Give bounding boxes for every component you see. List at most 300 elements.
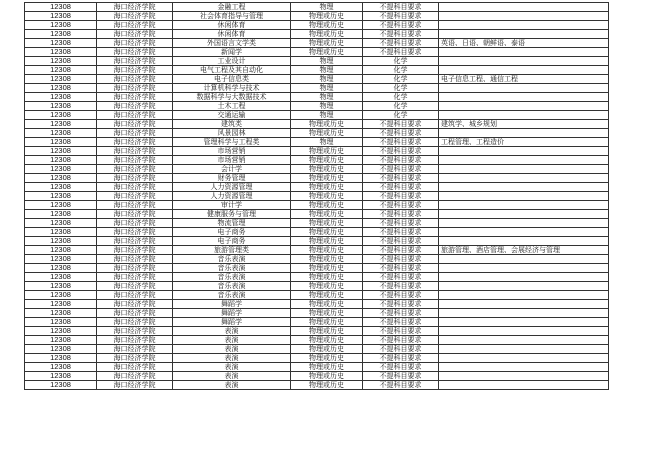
school-name-cell: 海口经济学院 <box>97 192 173 201</box>
included-majors-cell <box>439 93 609 102</box>
included-majors-cell <box>439 237 609 246</box>
school-code-cell: 12308 <box>25 282 97 291</box>
school-code-cell: 12308 <box>25 30 97 39</box>
school-name-cell: 海口经济学院 <box>97 363 173 372</box>
table-row <box>25 273 609 282</box>
second-subject-cell: 不提科目要求 <box>363 255 439 264</box>
major-cell: 风景园林 <box>173 129 291 138</box>
first-subject-cell: 物理 <box>291 75 363 84</box>
second-subject-cell: 化学 <box>363 84 439 93</box>
school-name-cell: 海口经济学院 <box>97 111 173 120</box>
table-row <box>25 300 609 309</box>
included-majors-cell <box>439 255 609 264</box>
first-subject-cell: 物理 <box>291 93 363 102</box>
school-code-cell: 12308 <box>25 300 97 309</box>
school-name-cell: 海口经济学院 <box>97 309 173 318</box>
school-code-cell: 12308 <box>25 102 97 111</box>
second-subject-cell: 不提科目要求 <box>363 264 439 273</box>
table-row <box>25 30 609 39</box>
school-code-cell: 12308 <box>25 228 97 237</box>
school-name-cell: 海口经济学院 <box>97 174 173 183</box>
school-name-cell: 海口经济学院 <box>97 3 173 12</box>
table-row <box>25 210 609 219</box>
major-cell: 表演 <box>173 345 291 354</box>
second-subject-cell: 不提科目要求 <box>363 120 439 129</box>
major-cell: 表演 <box>173 354 291 363</box>
school-name-cell: 海口经济学院 <box>97 282 173 291</box>
table-row <box>25 183 609 192</box>
included-majors-cell: 英语、日语、朝鲜语、泰语 <box>439 39 609 48</box>
first-subject-cell: 物理或历史 <box>291 30 363 39</box>
major-cell: 旅游管理类 <box>173 246 291 255</box>
major-cell: 新闻学 <box>173 48 291 57</box>
included-majors-cell <box>439 102 609 111</box>
included-majors-cell <box>439 291 609 300</box>
first-subject-cell: 物理或历史 <box>291 309 363 318</box>
major-cell: 表演 <box>173 381 291 390</box>
second-subject-cell: 不提科目要求 <box>363 246 439 255</box>
table-row <box>25 156 609 165</box>
major-cell: 电子商务 <box>173 228 291 237</box>
school-code-cell: 12308 <box>25 147 97 156</box>
included-majors-cell <box>439 282 609 291</box>
second-subject-cell: 不提科目要求 <box>363 147 439 156</box>
table-row <box>25 102 609 111</box>
major-cell: 土木工程 <box>173 102 291 111</box>
first-subject-cell: 物理或历史 <box>291 264 363 273</box>
second-subject-cell: 不提科目要求 <box>363 318 439 327</box>
first-subject-cell: 物理或历史 <box>291 21 363 30</box>
table-row <box>25 129 609 138</box>
first-subject-cell: 物理或历史 <box>291 246 363 255</box>
school-code-cell: 12308 <box>25 210 97 219</box>
table-row <box>25 381 609 390</box>
school-name-cell: 海口经济学院 <box>97 21 173 30</box>
included-majors-cell <box>439 318 609 327</box>
table-row <box>25 174 609 183</box>
table-row <box>25 363 609 372</box>
first-subject-cell: 物理或历史 <box>291 39 363 48</box>
table-row <box>25 219 609 228</box>
school-name-cell: 海口经济学院 <box>97 156 173 165</box>
school-name-cell: 海口经济学院 <box>97 273 173 282</box>
included-majors-cell <box>439 84 609 93</box>
table-row <box>25 345 609 354</box>
second-subject-cell: 不提科目要求 <box>363 237 439 246</box>
included-majors-cell <box>439 201 609 210</box>
first-subject-cell: 物理或历史 <box>291 174 363 183</box>
included-majors-cell <box>439 363 609 372</box>
table-row <box>25 354 609 363</box>
first-subject-cell: 物理或历史 <box>291 48 363 57</box>
included-majors-cell <box>439 156 609 165</box>
major-cell: 工业设计 <box>173 57 291 66</box>
school-code-cell: 12308 <box>25 66 97 75</box>
second-subject-cell: 不提科目要求 <box>363 300 439 309</box>
admission-subject-table <box>24 2 609 390</box>
first-subject-cell: 物理或历史 <box>291 291 363 300</box>
table-row <box>25 282 609 291</box>
major-cell: 表演 <box>173 327 291 336</box>
major-cell: 健康服务与管理 <box>173 210 291 219</box>
school-code-cell: 12308 <box>25 21 97 30</box>
school-code-cell: 12308 <box>25 372 97 381</box>
school-name-cell: 海口经济学院 <box>97 84 173 93</box>
included-majors-cell <box>439 309 609 318</box>
school-name-cell: 海口经济学院 <box>97 66 173 75</box>
first-subject-cell: 物理或历史 <box>291 237 363 246</box>
school-code-cell: 12308 <box>25 39 97 48</box>
table-row <box>25 228 609 237</box>
major-cell: 表演 <box>173 372 291 381</box>
included-majors-cell <box>439 300 609 309</box>
school-name-cell: 海口经济学院 <box>97 147 173 156</box>
school-name-cell: 海口经济学院 <box>97 57 173 66</box>
first-subject-cell: 物理 <box>291 84 363 93</box>
school-code-cell: 12308 <box>25 57 97 66</box>
school-name-cell: 海口经济学院 <box>97 372 173 381</box>
second-subject-cell: 不提科目要求 <box>363 174 439 183</box>
table-row <box>25 12 609 21</box>
school-name-cell: 海口经济学院 <box>97 300 173 309</box>
school-code-cell: 12308 <box>25 246 97 255</box>
included-majors-cell: 旅游管理、酒店管理、会展经济与管理 <box>439 246 609 255</box>
major-cell: 计算机科学与技术 <box>173 84 291 93</box>
major-cell: 音乐表演 <box>173 282 291 291</box>
second-subject-cell: 不提科目要求 <box>363 273 439 282</box>
table-row <box>25 246 609 255</box>
first-subject-cell: 物理或历史 <box>291 228 363 237</box>
second-subject-cell: 化学 <box>363 57 439 66</box>
second-subject-cell: 不提科目要求 <box>363 219 439 228</box>
major-cell: 交通运输 <box>173 111 291 120</box>
school-name-cell: 海口经济学院 <box>97 93 173 102</box>
first-subject-cell: 物理或历史 <box>291 381 363 390</box>
second-subject-cell: 不提科目要求 <box>363 363 439 372</box>
school-name-cell: 海口经济学院 <box>97 291 173 300</box>
first-subject-cell: 物理或历史 <box>291 354 363 363</box>
school-name-cell: 海口经济学院 <box>97 165 173 174</box>
table-row <box>25 120 609 129</box>
major-cell: 人力资源管理 <box>173 192 291 201</box>
first-subject-cell: 物理 <box>291 66 363 75</box>
table-row <box>25 192 609 201</box>
included-majors-cell: 电子信息工程、通信工程 <box>439 75 609 84</box>
school-code-cell: 12308 <box>25 192 97 201</box>
table-row <box>25 93 609 102</box>
table-row <box>25 165 609 174</box>
school-name-cell: 海口经济学院 <box>97 228 173 237</box>
table-row <box>25 66 609 75</box>
major-cell: 音乐表演 <box>173 264 291 273</box>
second-subject-cell: 不提科目要求 <box>363 3 439 12</box>
school-code-cell: 12308 <box>25 174 97 183</box>
school-name-cell: 海口经济学院 <box>97 183 173 192</box>
major-cell: 财务管理 <box>173 174 291 183</box>
included-majors-cell <box>439 57 609 66</box>
included-majors-cell <box>439 345 609 354</box>
major-cell: 社会体育指导与管理 <box>173 12 291 21</box>
school-code-cell: 12308 <box>25 255 97 264</box>
table-row <box>25 336 609 345</box>
second-subject-cell: 不提科目要求 <box>363 192 439 201</box>
second-subject-cell: 不提科目要求 <box>363 381 439 390</box>
table-row <box>25 309 609 318</box>
major-cell: 物流管理 <box>173 219 291 228</box>
first-subject-cell: 物理 <box>291 111 363 120</box>
first-subject-cell: 物理或历史 <box>291 156 363 165</box>
major-cell: 休闲体育 <box>173 30 291 39</box>
included-majors-cell <box>439 129 609 138</box>
first-subject-cell: 物理或历史 <box>291 219 363 228</box>
first-subject-cell: 物理或历史 <box>291 129 363 138</box>
table-row <box>25 3 609 12</box>
school-name-cell: 海口经济学院 <box>97 345 173 354</box>
school-name-cell: 海口经济学院 <box>97 129 173 138</box>
school-code-cell: 12308 <box>25 264 97 273</box>
school-name-cell: 海口经济学院 <box>97 336 173 345</box>
second-subject-cell: 不提科目要求 <box>363 309 439 318</box>
second-subject-cell: 化学 <box>363 102 439 111</box>
first-subject-cell: 物理或历史 <box>291 210 363 219</box>
second-subject-cell: 不提科目要求 <box>363 336 439 345</box>
school-code-cell: 12308 <box>25 336 97 345</box>
major-cell: 表演 <box>173 336 291 345</box>
school-code-cell: 12308 <box>25 354 97 363</box>
school-code-cell: 12308 <box>25 201 97 210</box>
included-majors-cell <box>439 21 609 30</box>
second-subject-cell: 不提科目要求 <box>363 345 439 354</box>
included-majors-cell <box>439 219 609 228</box>
major-cell: 音乐表演 <box>173 291 291 300</box>
school-name-cell: 海口经济学院 <box>97 237 173 246</box>
major-cell: 市场营销 <box>173 147 291 156</box>
second-subject-cell: 不提科目要求 <box>363 228 439 237</box>
second-subject-cell: 不提科目要求 <box>363 354 439 363</box>
school-name-cell: 海口经济学院 <box>97 210 173 219</box>
second-subject-cell: 不提科目要求 <box>363 327 439 336</box>
first-subject-cell: 物理或历史 <box>291 345 363 354</box>
first-subject-cell: 物理或历史 <box>291 336 363 345</box>
first-subject-cell: 物理或历史 <box>291 363 363 372</box>
school-code-cell: 12308 <box>25 345 97 354</box>
major-cell: 舞蹈学 <box>173 318 291 327</box>
school-name-cell: 海口经济学院 <box>97 219 173 228</box>
school-code-cell: 12308 <box>25 129 97 138</box>
major-cell: 建筑类 <box>173 120 291 129</box>
table-row <box>25 147 609 156</box>
school-code-cell: 12308 <box>25 273 97 282</box>
table-row <box>25 255 609 264</box>
major-cell: 外国语言文学类 <box>173 39 291 48</box>
major-cell: 金融工程 <box>173 3 291 12</box>
major-cell: 表演 <box>173 363 291 372</box>
second-subject-cell: 不提科目要求 <box>363 282 439 291</box>
included-majors-cell <box>439 354 609 363</box>
first-subject-cell: 物理或历史 <box>291 273 363 282</box>
second-subject-cell: 化学 <box>363 75 439 84</box>
included-majors-cell <box>439 264 609 273</box>
included-majors-cell <box>439 327 609 336</box>
second-subject-cell: 不提科目要求 <box>363 165 439 174</box>
major-cell: 电子商务 <box>173 237 291 246</box>
school-name-cell: 海口经济学院 <box>97 327 173 336</box>
second-subject-cell: 不提科目要求 <box>363 291 439 300</box>
school-name-cell: 海口经济学院 <box>97 264 173 273</box>
included-majors-cell <box>439 174 609 183</box>
first-subject-cell: 物理 <box>291 3 363 12</box>
school-code-cell: 12308 <box>25 237 97 246</box>
second-subject-cell: 不提科目要求 <box>363 48 439 57</box>
second-subject-cell: 不提科目要求 <box>363 21 439 30</box>
school-code-cell: 12308 <box>25 3 97 12</box>
school-code-cell: 12308 <box>25 381 97 390</box>
school-code-cell: 12308 <box>25 165 97 174</box>
major-cell: 人力资源管理 <box>173 183 291 192</box>
second-subject-cell: 不提科目要求 <box>363 210 439 219</box>
second-subject-cell: 化学 <box>363 93 439 102</box>
included-majors-cell <box>439 372 609 381</box>
school-code-cell: 12308 <box>25 183 97 192</box>
table-row <box>25 291 609 300</box>
first-subject-cell: 物理 <box>291 57 363 66</box>
school-code-cell: 12308 <box>25 84 97 93</box>
included-majors-cell <box>439 66 609 75</box>
school-code-cell: 12308 <box>25 219 97 228</box>
school-code-cell: 12308 <box>25 75 97 84</box>
table-row <box>25 237 609 246</box>
second-subject-cell: 化学 <box>363 111 439 120</box>
first-subject-cell: 物理或历史 <box>291 165 363 174</box>
included-majors-cell <box>439 192 609 201</box>
school-name-cell: 海口经济学院 <box>97 318 173 327</box>
school-code-cell: 12308 <box>25 156 97 165</box>
school-name-cell: 海口经济学院 <box>97 120 173 129</box>
second-subject-cell: 不提科目要求 <box>363 372 439 381</box>
school-code-cell: 12308 <box>25 48 97 57</box>
table-row <box>25 48 609 57</box>
school-name-cell: 海口经济学院 <box>97 48 173 57</box>
school-code-cell: 12308 <box>25 111 97 120</box>
included-majors-cell <box>439 147 609 156</box>
included-majors-cell <box>439 210 609 219</box>
second-subject-cell: 不提科目要求 <box>363 183 439 192</box>
included-majors-cell: 建筑学、城乡规划 <box>439 120 609 129</box>
school-name-cell: 海口经济学院 <box>97 354 173 363</box>
table-row <box>25 138 609 147</box>
school-code-cell: 12308 <box>25 318 97 327</box>
major-cell: 市场营销 <box>173 156 291 165</box>
first-subject-cell: 物理或历史 <box>291 318 363 327</box>
included-majors-cell <box>439 273 609 282</box>
first-subject-cell: 物理或历史 <box>291 300 363 309</box>
first-subject-cell: 物理或历史 <box>291 183 363 192</box>
school-name-cell: 海口经济学院 <box>97 138 173 147</box>
first-subject-cell: 物理或历史 <box>291 255 363 264</box>
second-subject-cell: 不提科目要求 <box>363 30 439 39</box>
school-code-cell: 12308 <box>25 291 97 300</box>
major-cell: 休闲体育 <box>173 21 291 30</box>
included-majors-cell <box>439 12 609 21</box>
included-majors-cell <box>439 228 609 237</box>
table-row <box>25 21 609 30</box>
first-subject-cell: 物理或历史 <box>291 201 363 210</box>
major-cell: 音乐表演 <box>173 273 291 282</box>
first-subject-cell: 物理或历史 <box>291 327 363 336</box>
school-name-cell: 海口经济学院 <box>97 30 173 39</box>
school-name-cell: 海口经济学院 <box>97 246 173 255</box>
table-row <box>25 372 609 381</box>
first-subject-cell: 物理 <box>291 138 363 147</box>
included-majors-cell <box>439 111 609 120</box>
major-cell: 舞蹈学 <box>173 300 291 309</box>
table-row <box>25 318 609 327</box>
included-majors-cell: 工程管理、工程造价 <box>439 138 609 147</box>
major-cell: 舞蹈学 <box>173 309 291 318</box>
table-row <box>25 201 609 210</box>
school-code-cell: 12308 <box>25 363 97 372</box>
table-row <box>25 327 609 336</box>
school-name-cell: 海口经济学院 <box>97 12 173 21</box>
school-code-cell: 12308 <box>25 120 97 129</box>
table-row <box>25 57 609 66</box>
second-subject-cell: 不提科目要求 <box>363 201 439 210</box>
first-subject-cell: 物理或历史 <box>291 192 363 201</box>
second-subject-cell: 不提科目要求 <box>363 39 439 48</box>
first-subject-cell: 物理或历史 <box>291 147 363 156</box>
major-cell: 电子信息类 <box>173 75 291 84</box>
first-subject-cell: 物理或历史 <box>291 372 363 381</box>
school-name-cell: 海口经济学院 <box>97 255 173 264</box>
major-cell: 管理科学与工程类 <box>173 138 291 147</box>
school-code-cell: 12308 <box>25 12 97 21</box>
second-subject-cell: 化学 <box>363 66 439 75</box>
major-cell: 会计学 <box>173 165 291 174</box>
second-subject-cell: 不提科目要求 <box>363 12 439 21</box>
school-name-cell: 海口经济学院 <box>97 381 173 390</box>
second-subject-cell: 不提科目要求 <box>363 129 439 138</box>
included-majors-cell <box>439 165 609 174</box>
table-row <box>25 39 609 48</box>
included-majors-cell <box>439 336 609 345</box>
major-cell: 电气工程及其自动化 <box>173 66 291 75</box>
major-cell: 音乐表演 <box>173 255 291 264</box>
school-name-cell: 海口经济学院 <box>97 39 173 48</box>
major-cell: 审计学 <box>173 201 291 210</box>
table-row <box>25 84 609 93</box>
school-name-cell: 海口经济学院 <box>97 75 173 84</box>
included-majors-cell <box>439 183 609 192</box>
included-majors-cell <box>439 30 609 39</box>
major-cell: 数据科学与大数据技术 <box>173 93 291 102</box>
first-subject-cell: 物理或历史 <box>291 120 363 129</box>
first-subject-cell: 物理或历史 <box>291 282 363 291</box>
second-subject-cell: 不提科目要求 <box>363 156 439 165</box>
table-row <box>25 264 609 273</box>
first-subject-cell: 物理 <box>291 102 363 111</box>
school-name-cell: 海口经济学院 <box>97 201 173 210</box>
included-majors-cell <box>439 48 609 57</box>
school-name-cell: 海口经济学院 <box>97 102 173 111</box>
second-subject-cell: 不提科目要求 <box>363 138 439 147</box>
school-code-cell: 12308 <box>25 138 97 147</box>
first-subject-cell: 物理或历史 <box>291 12 363 21</box>
table-row <box>25 111 609 120</box>
table-body <box>25 3 609 390</box>
table-row <box>25 75 609 84</box>
school-code-cell: 12308 <box>25 309 97 318</box>
school-code-cell: 12308 <box>25 327 97 336</box>
